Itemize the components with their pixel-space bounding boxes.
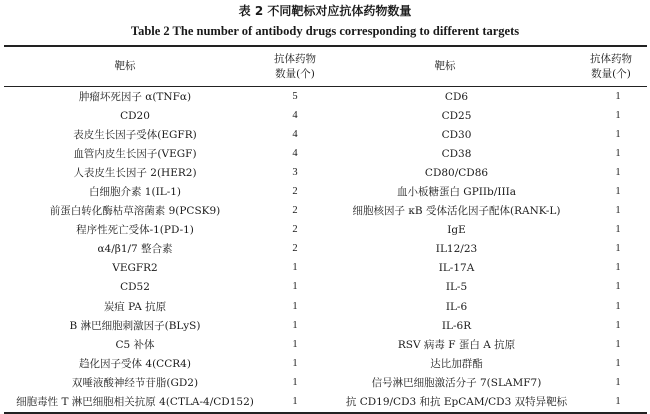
table-row — [4, 335, 647, 354]
left-count-cell: 1 — [292, 281, 298, 293]
table-row — [4, 373, 647, 392]
left-target-cell: α4/β1/7 整合素 — [97, 243, 173, 256]
left-target-cell: 炭疽 PA 抗原 — [103, 300, 167, 313]
left-target-cell: 血管内皮生长因子(VEGF) — [73, 147, 197, 160]
right-count-cell: 1 — [615, 319, 621, 331]
right-count-cell: 1 — [615, 128, 621, 140]
header-count-left-line1: 抗体药物 — [274, 52, 316, 65]
left-target-cell: 程序性死亡受体-1(PD-1) — [76, 224, 194, 237]
left-count-cell: 4 — [292, 147, 298, 159]
table-caption-english: Table 2 The number of antibody drugs corresponding to different targets — [130, 24, 520, 38]
right-target-cell: 达比加群酯 — [430, 357, 483, 370]
left-count-cell: 3 — [292, 166, 298, 178]
left-target-cell: 前蛋白转化酶枯草溶菌素 9(PCSK9) — [49, 205, 221, 218]
right-target-cell: CD80/CD86 — [424, 166, 489, 179]
left-target-cell: B 淋巴细胞刺激因子(BLyS) — [69, 319, 201, 332]
table-row — [4, 259, 647, 278]
left-count-cell: 5 — [292, 90, 298, 102]
right-count-cell: 1 — [615, 166, 621, 178]
header-target-left-label: 靶标 — [114, 60, 136, 72]
right-target-cell: CD25 — [441, 109, 472, 122]
right-count-cell: 1 — [615, 205, 621, 217]
table-row — [4, 202, 647, 221]
right-target-cell: IL12/23 — [435, 243, 478, 256]
right-target-cell: 信号淋巴细胞激活分子 7(SLAMF7) — [371, 376, 542, 389]
left-target-cell: 表皮生长因子受体(EGFR) — [73, 128, 197, 141]
left-target-cell: CD20 — [120, 109, 150, 122]
right-count-cell: 1 — [615, 300, 621, 312]
table-bottom-rule — [4, 412, 647, 414]
table-row — [4, 221, 647, 240]
table-caption-chinese: 表 2 不同靶标对应抗体药物数量 — [238, 4, 412, 18]
left-target-cell: 趋化因子受体 4(CCR4) — [79, 357, 191, 370]
right-target-cell: RSV 病毒 F 蛋白 A 抗原 — [397, 338, 516, 351]
header-target-left — [60, 49, 190, 84]
header-count-right — [580, 49, 642, 84]
left-count-cell: 2 — [292, 243, 298, 255]
right-count-cell: 1 — [615, 338, 621, 350]
table-row — [4, 163, 647, 182]
header-count-left — [264, 49, 326, 84]
right-count-cell: 1 — [615, 90, 621, 102]
right-target-cell: CD30 — [441, 128, 472, 141]
right-target-cell: CD6 — [444, 90, 469, 103]
table-row — [4, 182, 647, 201]
left-count-cell: 2 — [292, 224, 298, 236]
right-target-cell: CD38 — [441, 147, 472, 160]
left-count-cell: 1 — [292, 319, 298, 331]
header-count-right-line1: 抗体药物 — [590, 52, 632, 65]
right-count-cell: 1 — [615, 224, 621, 236]
right-count-cell: 1 — [615, 147, 621, 159]
left-count-cell: 1 — [292, 300, 298, 312]
table-body — [4, 87, 647, 412]
right-count-cell: 1 — [615, 357, 621, 369]
right-count-cell: 1 — [615, 109, 621, 121]
left-target-cell: C5 补体 — [115, 338, 155, 351]
left-count-cell: 2 — [292, 205, 298, 217]
right-count-cell: 1 — [615, 376, 621, 388]
header-count-right-line2: 数量(个) — [591, 67, 631, 80]
left-count-cell: 1 — [292, 338, 298, 350]
right-target-cell: 血小板糖蛋白 GPIIb/IIIa — [396, 186, 517, 199]
table-top-rule — [4, 45, 647, 47]
right-count-cell: 1 — [615, 243, 621, 255]
table-row — [4, 297, 647, 316]
left-target-cell: CD52 — [120, 281, 150, 294]
right-target-cell: 细胞核因子 κB 受体活化因子配体(RANK-L) — [352, 205, 561, 218]
left-count-cell: 4 — [292, 128, 298, 140]
left-count-cell: 4 — [292, 109, 298, 121]
left-count-cell: 1 — [292, 396, 298, 408]
table-row — [4, 316, 647, 335]
left-count-cell: 1 — [292, 376, 298, 388]
table-row — [4, 240, 647, 259]
table-row — [4, 144, 647, 163]
table-row — [4, 393, 647, 412]
right-target-cell: IL-5 — [445, 281, 468, 294]
left-target-cell: 白细胞介素 1(IL-1) — [88, 186, 182, 199]
table-row — [4, 87, 647, 106]
table-row — [4, 125, 647, 144]
left-count-cell: 1 — [292, 357, 298, 369]
antibody-target-table — [4, 87, 647, 412]
right-target-cell: IL-6R — [441, 319, 472, 332]
right-target-cell: IgE — [447, 224, 466, 237]
right-target-cell: 抗 CD19/CD3 和抗 EpCAM/CD3 双特异靶标 — [345, 396, 568, 409]
table-row — [4, 106, 647, 125]
right-count-cell: 1 — [615, 396, 621, 408]
right-count-cell: 1 — [615, 262, 621, 274]
table-row — [4, 278, 647, 297]
table-row — [4, 354, 647, 373]
left-target-cell: 人表皮生长因子 2(HER2) — [73, 166, 197, 179]
header-target-right — [380, 49, 510, 84]
header-count-left-line2: 数量(个) — [275, 67, 315, 80]
right-target-cell: IL-6 — [445, 300, 468, 313]
right-target-cell: IL-17A — [438, 262, 475, 275]
left-count-cell: 2 — [292, 186, 298, 198]
left-target-cell: VEGFR2 — [112, 262, 158, 275]
right-count-cell: 1 — [615, 281, 621, 293]
header-target-right-label: 靶标 — [434, 60, 456, 72]
left-target-cell: 细胞毒性 T 淋巴细胞相关抗原 4(CTLA-4/CD152) — [16, 396, 254, 409]
left-count-cell: 1 — [292, 262, 298, 274]
right-count-cell: 1 — [615, 186, 621, 198]
left-target-cell: 肿瘤坏死因子 α(TNFα) — [78, 90, 192, 103]
left-target-cell: 双唾液酸神经节苷脂(GD2) — [71, 376, 199, 389]
